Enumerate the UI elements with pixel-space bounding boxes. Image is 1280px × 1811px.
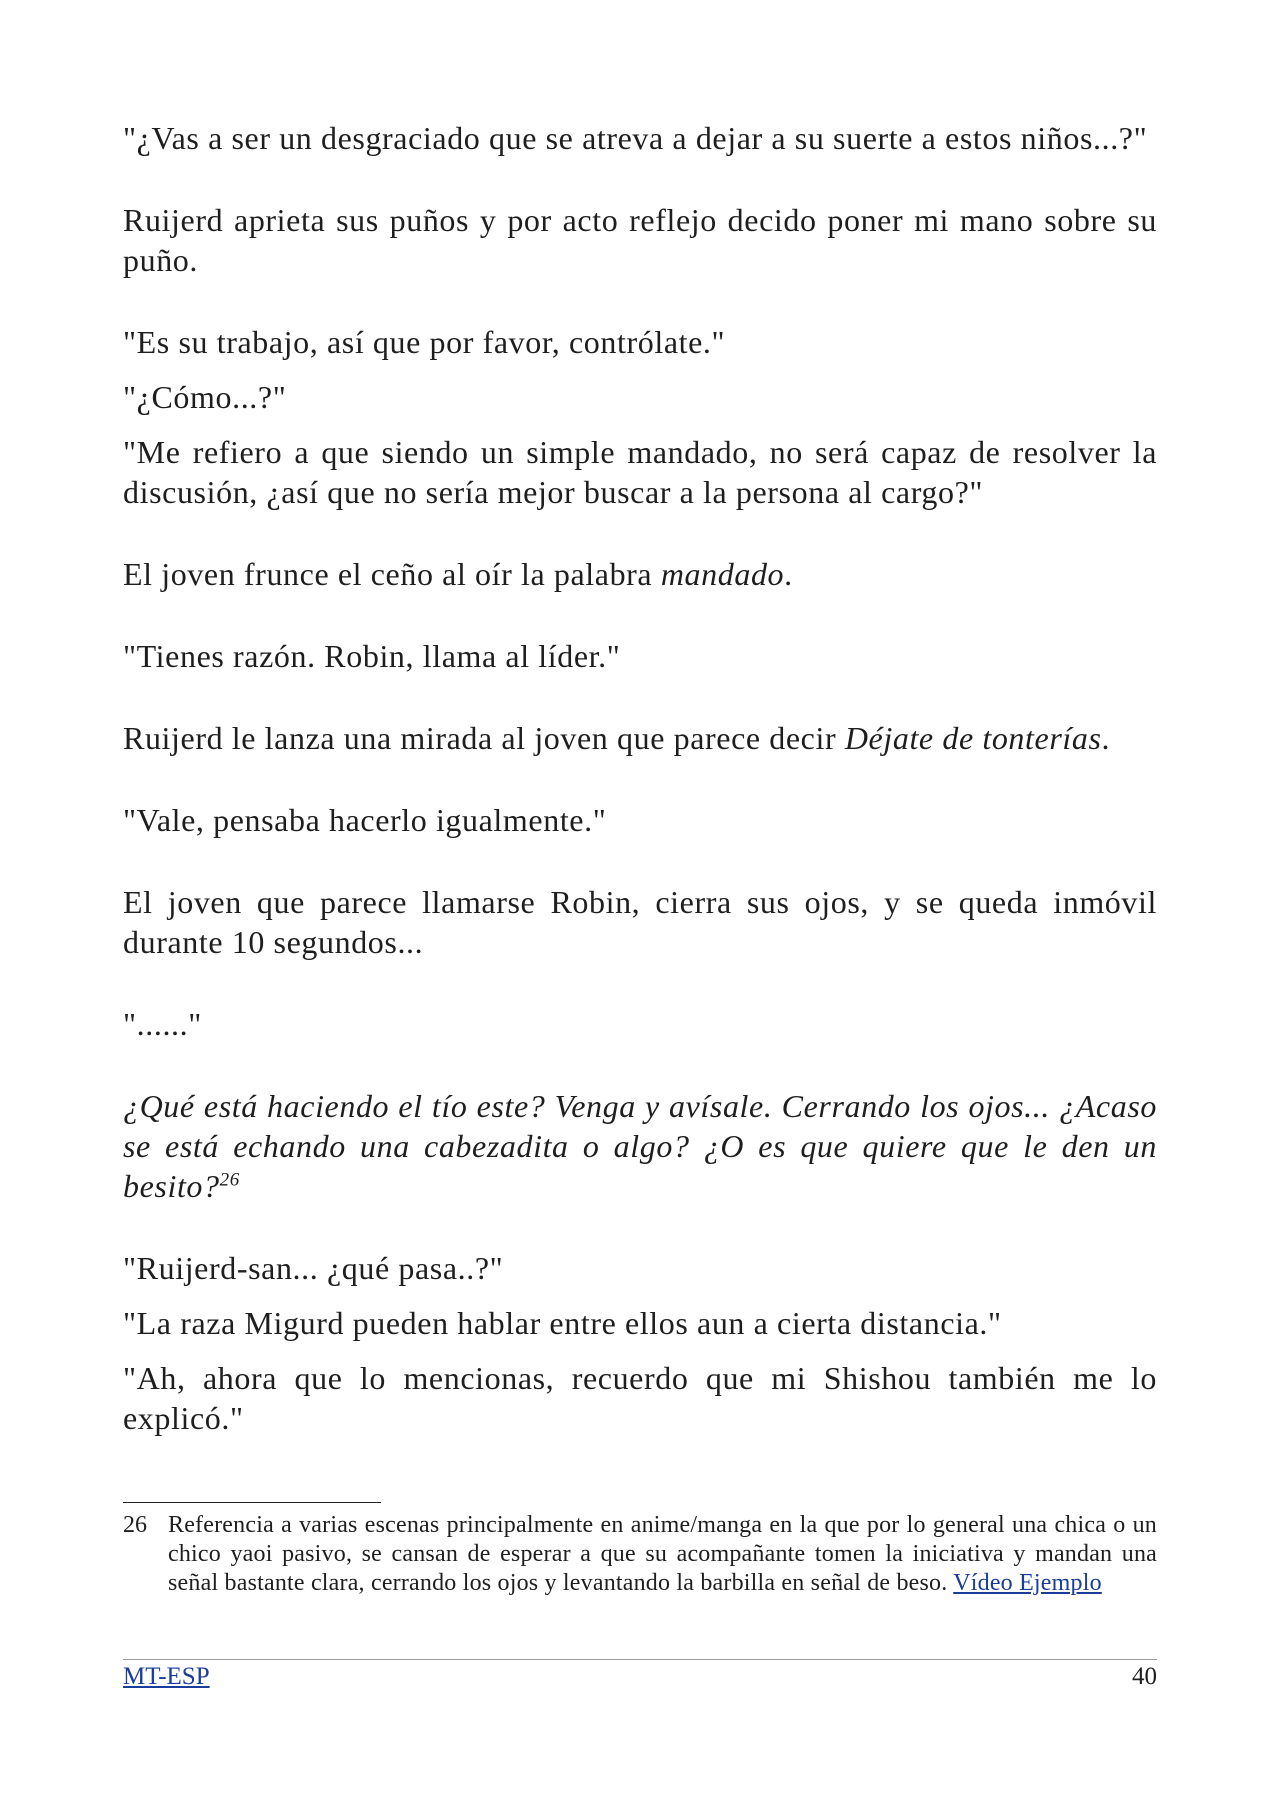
paragraph-12 — [123, 1086, 1157, 1206]
paragraph-3: "Es su trabajo, así que por favor, contrólate." — [123, 324, 726, 360]
paragraph-6 — [123, 554, 1157, 594]
footer-site-link[interactable]: MT-ESP — [123, 1663, 210, 1690]
paragraph-11: "......" — [123, 1006, 202, 1042]
footnote-body — [168, 1511, 1157, 1598]
page-body — [123, 118, 1157, 1438]
paragraph-9: "Vale, pensaba hacerlo igualmente." — [123, 802, 607, 838]
paragraph-6-end: . — [784, 556, 793, 592]
footnote-divider — [123, 1502, 381, 1503]
paragraph-15: "Ah, ahora que lo mencionas, recuerdo que mi Shishou también me lo explicó." — [123, 1360, 1157, 1436]
paragraph-10: El joven que parece llamarse Robin, cierra sus ojos, y se queda inmóvil durante 10 segundos... — [123, 884, 1157, 960]
paragraph-2: Ruijerd aprieta sus puños y por acto reflejo decido poner mi mano sobre su puño. — [123, 202, 1157, 278]
paragraph-8-emphasis: Déjate de tonterías — [844, 720, 1102, 756]
paragraph-1: "¿Vas a ser un desgraciado que se atreva a dejar a su suerte a estos niños...?" — [123, 120, 1148, 156]
paragraph-5: "Me refiero a que siendo un simple mandado, no será capaz de resolver la discusión, ¿así que no sería mejor buscar a la persona al cargo?" — [123, 434, 1157, 510]
paragraph-13: "Ruijerd-san... ¿qué pasa..?" — [123, 1250, 504, 1286]
paragraph-6-emphasis: mandado — [660, 556, 785, 592]
footer-divider — [123, 1659, 1157, 1660]
footnote-text: Referencia a varias escenas principalmente en anime/manga en la que por lo general una chica o un chico yaoi pasivo, se cansan de esperar a que su acompañante tomen la iniciativa y mandan una señal bastante clara, cerrando los ojos y levantando la barbilla en señal de beso. — [168, 1512, 1157, 1596]
paragraph-8 — [123, 718, 1157, 758]
paragraph-7: "Tienes razón. Robin, llama al líder." — [123, 638, 621, 674]
paragraph-4: "¿Cómo...?" — [123, 379, 287, 415]
paragraph-12-text: ¿Qué está haciendo el tío este? Venga y avísale. Cerrando los ojos... ¿Acaso se está echando una cabezadita o algo? ¿O es que quiere que le den un besito? — [123, 1088, 1157, 1204]
footnote — [123, 1511, 1157, 1598]
footnote-video-link[interactable]: Vídeo Ejemplo — [953, 1570, 1102, 1596]
page-number: 40 — [1132, 1663, 1157, 1690]
paragraph-8-text: Ruijerd le lanza una mirada al joven que parece decir — [123, 720, 845, 756]
footnote-reference[interactable]: 26 — [219, 1169, 240, 1191]
paragraph-14: "La raza Migurd pueden hablar entre ellos aun a cierta distancia." — [123, 1305, 1002, 1341]
paragraph-6-text: El joven frunce el ceño al oír la palabra — [123, 556, 661, 592]
footnote-number: 26 — [123, 1512, 147, 1538]
paragraph-8-end: . — [1101, 720, 1111, 756]
